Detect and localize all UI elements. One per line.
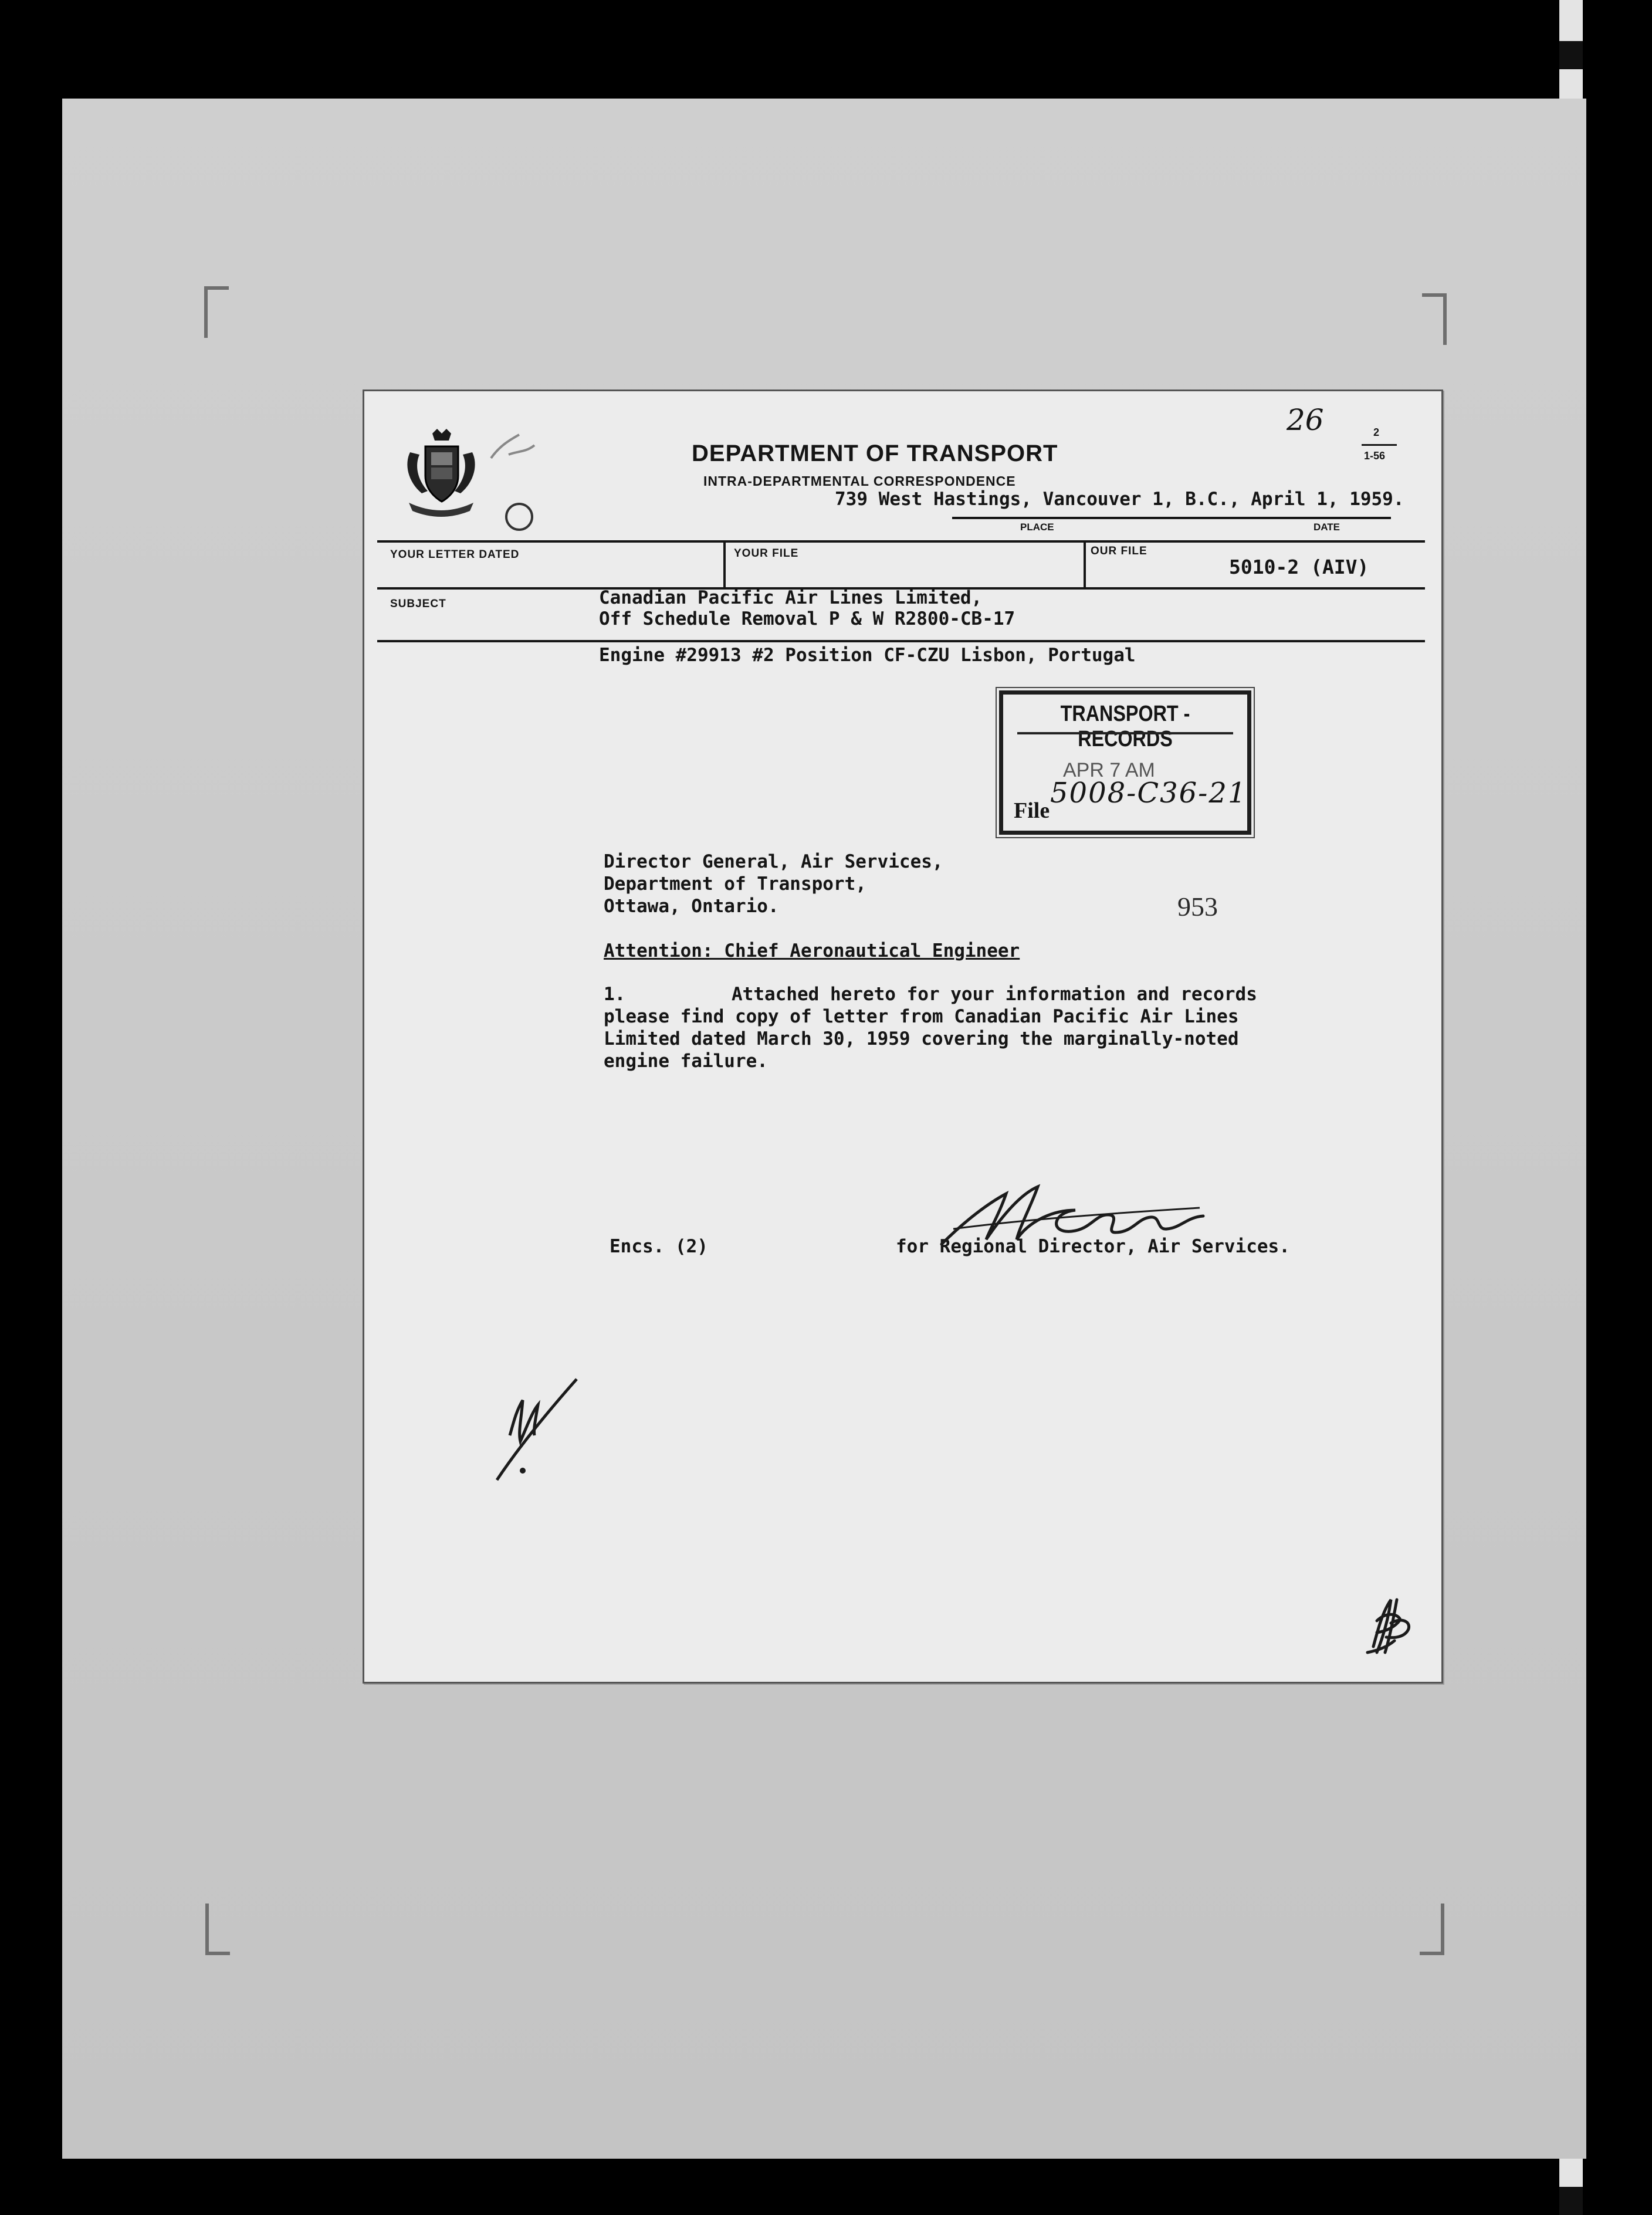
body-line-2: please find copy of letter from Canadian Pacific Air Lines xyxy=(604,1006,1239,1027)
department-heading: DEPARTMENT OF TRANSPORT xyxy=(692,441,1058,466)
coat-of-arms-emblem xyxy=(403,429,479,523)
correspondence-subheading: INTRA-DEPARTMENTAL CORRESPONDENCE xyxy=(703,473,1016,489)
stamp-date: APR 7 AM xyxy=(1063,759,1155,781)
form-rule-bottom xyxy=(377,640,1425,642)
signature-block: for Regional Director, Air Services. xyxy=(896,1236,1290,1257)
our-file-label: OUR FILE xyxy=(1091,545,1147,557)
your-letter-dated-label: YOUR LETTER DATED xyxy=(390,548,520,561)
crop-mark-bottom-left xyxy=(205,1904,230,1955)
place-caption: PLACE xyxy=(1020,521,1054,533)
addressee-line-3: Ottawa, Ontario. xyxy=(604,896,779,917)
form-number-divider xyxy=(1362,444,1397,446)
body-line-3: Limited dated March 30, 1959 covering the marginally-noted xyxy=(604,1028,1239,1049)
crop-mark-top-right xyxy=(1422,293,1447,345)
crop-mark-bottom-right xyxy=(1420,1904,1444,1955)
body-line-1: Attached hereto for your information and records xyxy=(732,984,1257,1005)
form-divider-1 xyxy=(723,541,726,588)
punched-hole-mark xyxy=(503,500,536,533)
stamp-file-number: 5008-C36-21 xyxy=(1050,777,1247,810)
date-caption: DATE xyxy=(1314,521,1340,533)
form-rule-top xyxy=(377,540,1425,543)
reference-number: 953 xyxy=(1177,892,1218,922)
subject-label: SUBJECT xyxy=(390,598,446,610)
subject-line-3: Engine #29913 #2 Position CF-CZU Lisbon, Portugal xyxy=(599,645,1136,666)
memo-sheet xyxy=(363,390,1443,1684)
addressee-line-1: Director General, Air Services, xyxy=(604,851,943,872)
our-file-value: 5010-2 (AIV) xyxy=(1229,556,1369,578)
addressee-line-2: Department of Transport, xyxy=(604,873,866,895)
paragraph-number: 1. xyxy=(604,984,626,1005)
stamp-rule xyxy=(1017,732,1233,734)
body-line-4: engine failure. xyxy=(604,1051,768,1072)
your-file-label: YOUR FILE xyxy=(734,547,799,560)
handwritten-initials-left xyxy=(492,1371,580,1488)
subject-line-1: Canadian Pacific Air Lines Limited, xyxy=(599,587,983,608)
subject-line-2: Off Schedule Removal P & W R2800-CB-17 xyxy=(599,608,1015,629)
form-divider-2 xyxy=(1084,541,1086,588)
stamp-title: TRANSPORT - RECORDS xyxy=(1060,702,1190,751)
stamp-file-label: File xyxy=(1014,798,1050,823)
handwritten-initials-right xyxy=(1356,1582,1426,1664)
crop-mark-top-left xyxy=(204,286,229,338)
place-date-underline xyxy=(952,517,1391,519)
form-number-top: 2 xyxy=(1373,426,1380,438)
handwritten-signature xyxy=(930,1175,1235,1257)
place-and-date: 739 West Hastings, Vancouver 1, B.C., April 1, 1959. xyxy=(835,489,1404,510)
enclosures: Encs. (2) xyxy=(610,1236,708,1257)
folio-number: 26 xyxy=(1287,403,1324,437)
transport-records-stamp xyxy=(999,690,1251,835)
form-number-bottom: 1-56 xyxy=(1364,450,1386,462)
attention-line: Attention: Chief Aeronautical Engineer xyxy=(604,940,1020,961)
pencil-mark xyxy=(488,424,540,465)
